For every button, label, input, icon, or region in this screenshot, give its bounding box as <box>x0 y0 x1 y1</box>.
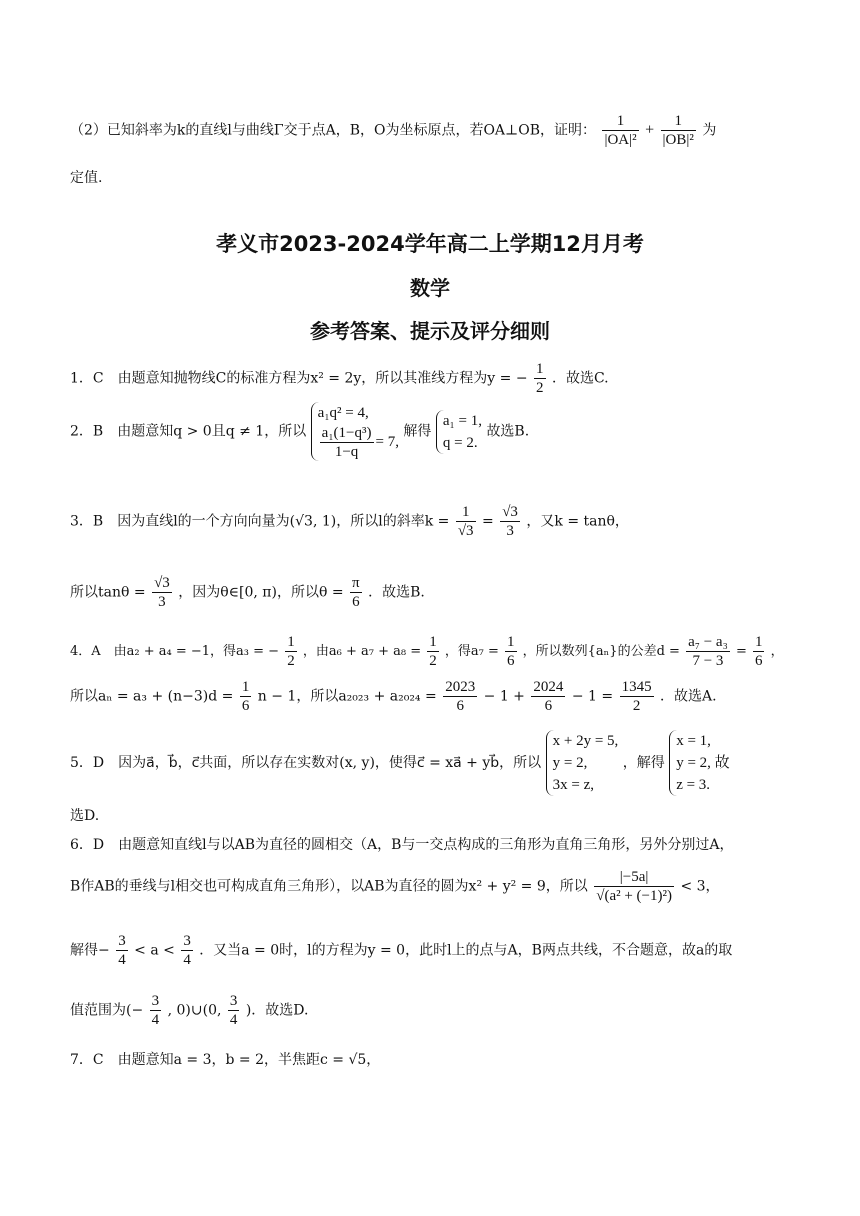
fraction <box>350 574 362 611</box>
subject-title: 数学 <box>410 276 450 300</box>
frac-den: √(a² + (−1)²) <box>596 888 673 904</box>
frac-den: 4 <box>183 952 191 968</box>
frac-num: 2024 <box>533 679 564 695</box>
answer-7-text: 7．C 由题意知a = 3，b = 2，半焦距c = √5， <box>70 1052 381 1068</box>
answer-4 <box>70 633 784 670</box>
fraction <box>500 503 520 540</box>
frac-den: 3 <box>500 521 520 540</box>
answer-6-line4-a: 值范围为(− <box>70 1002 144 1019</box>
frac-num: 3 <box>118 933 126 949</box>
frac-num: 3 <box>229 993 238 1009</box>
fraction-1-over-oa <box>602 112 638 149</box>
answer-3-line2-a: 所以tanθ = <box>70 584 146 601</box>
answer-6-line-3 <box>70 932 732 969</box>
answer-6-line-2 <box>70 868 720 905</box>
answer-3 <box>70 503 629 540</box>
frac-den: 4 <box>118 952 126 968</box>
system-eq-3: 3x = z, <box>552 777 594 793</box>
frac-den: 6 <box>507 653 515 669</box>
solution-system <box>436 410 482 454</box>
question-2-line-2 <box>70 168 102 188</box>
answer-1-text: 1．C 由题意知抛物线C的标准方程为x² = 2y，所以其准线方程为y = − <box>70 370 528 387</box>
equation-system <box>546 730 619 796</box>
comma: ， <box>770 644 784 659</box>
answer-1 <box>70 360 609 397</box>
frac-num: a₇ − a₃ <box>688 634 728 650</box>
answer-4-line2-c: − 1 + <box>483 688 525 705</box>
answer-4-line2-a: 所以aₙ = a₃ + (n−3)d = <box>70 688 234 705</box>
frac-num: 1345 <box>621 679 652 695</box>
frac-den: 4 <box>151 1012 160 1028</box>
answer-3-line2-b: ，因为θ∈[0, π)，所以θ = <box>178 584 344 601</box>
answer-6-line-4 <box>70 992 308 1029</box>
equals-sign: = <box>735 644 747 659</box>
frac-num: √3 <box>502 504 518 520</box>
equation-system <box>311 402 399 461</box>
question-2-line <box>70 112 716 149</box>
answer-3-line2-c: ．故选B. <box>368 584 425 601</box>
answer-6-line3-c: ．又当a = 0时，l的方程为y = 0，此时l上的点与A，B两点共线，不合题意，故a的取 <box>199 942 733 959</box>
frac-den: 3 <box>152 592 172 611</box>
frac-den: |OA|² <box>604 132 637 148</box>
answer-5 <box>70 730 730 796</box>
frac-num: 1 <box>287 634 295 650</box>
fraction <box>228 992 240 1029</box>
frac-num: 1 <box>241 679 250 695</box>
answer-2-mid: 解得 <box>403 423 432 440</box>
answer-1-tail: ．故选C. <box>551 370 609 387</box>
answer-2-text: 2．B 由题意知q > 0且q ≠ 1，所以 <box>70 423 307 440</box>
frac-num: |−5a| <box>619 869 649 885</box>
solution-eq-2: q = 2. <box>442 434 478 451</box>
fraction-1-over-ob <box>661 112 696 149</box>
fraction <box>285 633 297 670</box>
frac-num: a₁(1−q³) <box>321 425 372 441</box>
frac-num: 1 <box>536 361 544 377</box>
fraction <box>427 633 439 670</box>
answer-5-mid: ，解得 <box>622 755 665 771</box>
frac-num: π <box>352 575 360 591</box>
answer-3-line-2 <box>70 574 425 611</box>
answer-6-line2-a: B作AB的垂线与l相交也可构成直角三角形），以AB为直径的圆为x² + y² = 9，所以 <box>70 878 588 895</box>
answer-4-text-b: ，由a₆ + a₇ + a₈ = <box>302 644 422 659</box>
fraction <box>181 932 193 969</box>
answer-4-line2-e: ．故选A. <box>660 688 717 705</box>
frac-den: 2 <box>620 696 654 715</box>
answer-6-line2-b: < 3， <box>680 878 720 895</box>
question-2-tail: 为 <box>702 122 717 139</box>
frac-num: 3 <box>183 933 191 949</box>
fraction <box>443 678 477 715</box>
fraction <box>531 678 565 715</box>
answer-5-text: 5．D 因为a⃗，b⃗，c⃗共面，所以存在实数对(x, y)，使得c⃗ = xa⃗ + yb⃗，所以 <box>70 755 542 771</box>
frac-den: 2 <box>536 380 544 396</box>
answer-subtitle: 参考答案、提示及评分细则 <box>310 319 550 343</box>
fraction <box>456 503 476 540</box>
system-eq-2: y = 2, <box>552 755 588 771</box>
equals-sign: = <box>482 513 494 530</box>
plus-sign: + <box>645 121 655 139</box>
solution-eq-1: a₁ = 1, <box>442 412 482 429</box>
frac-num: 1 <box>429 634 437 650</box>
answer-5-line2: 选D. <box>70 808 100 824</box>
answer-5-line-2 <box>70 806 99 826</box>
frac-num: 1 <box>754 634 763 650</box>
frac-num: 3 <box>151 993 160 1009</box>
frac-num: √3 <box>154 575 170 591</box>
frac-den: 4 <box>229 1012 238 1028</box>
frac-den: 2 <box>287 653 295 669</box>
frac-den: 1−q <box>320 442 374 461</box>
solution-eq-3: z = 3. <box>676 777 711 793</box>
frac-den: 2 <box>429 653 437 669</box>
frac-den: 7 − 3 <box>686 651 730 670</box>
frac-num: 1 <box>461 504 470 520</box>
solution-system <box>669 730 729 796</box>
answer-6-line1: 6．D 由题意知直线l与以AB为直径的圆相交（A，B与一交点构成的三角形为直角三角形，另外分别过A， <box>70 837 734 853</box>
frac-den: √3 <box>457 523 474 539</box>
fraction <box>594 868 674 905</box>
system-eq-2 <box>318 424 399 461</box>
system-eq-2-tail: = 7, <box>375 433 399 450</box>
answer-2-tail: 故选B. <box>486 423 530 440</box>
frac-num: 1 <box>507 634 515 650</box>
answer-4-line2-d: − 1 = <box>571 688 614 705</box>
frac-den: 6 <box>754 653 763 669</box>
answer-3-tail: ，又k = tanθ， <box>526 513 629 530</box>
frac-num: 1 <box>616 113 625 129</box>
answer-6-line4-c: )．故选D. <box>245 1002 309 1019</box>
fraction <box>686 633 730 670</box>
answer-2 <box>70 402 529 461</box>
answer-4-line2-b: n − 1，所以a₂₀₂₃ + a₂₀₂₄ = <box>257 688 437 705</box>
answer-4-text-a: 4．A 由a₂ + a₄ = −1，得a₃ = − <box>70 644 280 659</box>
solution-eq-1: x = 1, <box>676 733 711 749</box>
frac-num: 2023 <box>445 679 476 695</box>
answer-6-line3-a: 解得− <box>70 942 110 959</box>
fraction <box>620 678 654 715</box>
fraction <box>116 932 128 969</box>
fraction <box>534 360 546 397</box>
answer-6-line4-b: , 0)∪(0, <box>167 1002 222 1019</box>
fraction <box>150 992 162 1029</box>
frac-den: |OB|² <box>662 132 694 148</box>
fraction <box>505 633 517 670</box>
answer-7 <box>70 1050 380 1070</box>
fraction <box>753 633 765 670</box>
system-eq-1: x + 2y = 5, <box>552 733 619 749</box>
fraction <box>320 424 374 461</box>
answer-4-text-d: ，所以数列{aₙ}的公差d = <box>522 644 680 659</box>
answer-6 <box>70 835 734 855</box>
answer-4-text-c: ，得a₇ = <box>444 644 499 659</box>
fraction <box>152 574 172 611</box>
frac-num: 1 <box>674 113 682 129</box>
solution-eq-2: y = 2, 故 <box>676 755 730 771</box>
answer-6-line3-b: < a < <box>134 942 175 959</box>
exam-title: 孝义市2023-2024学年高二上学期12月月考 <box>216 232 644 256</box>
answer-3-text: 3．B 因为直线l的一个方向向量为(√3, 1)，所以l的斜率k = <box>70 513 450 530</box>
frac-den: 6 <box>443 696 477 715</box>
question-2-text: （2）已知斜率为k的直线l与曲线Γ交于点A，B，O为坐标原点，若OA⊥OB，证明： <box>70 122 596 139</box>
frac-den: 6 <box>350 592 362 611</box>
system-eq-1: a₁q² = 4, <box>317 405 369 421</box>
frac-den: 6 <box>531 696 565 715</box>
frac-den: 6 <box>241 698 250 714</box>
question-2-text-2: 定值. <box>70 170 103 186</box>
answer-4-line-2 <box>70 678 717 715</box>
fraction <box>240 678 252 715</box>
